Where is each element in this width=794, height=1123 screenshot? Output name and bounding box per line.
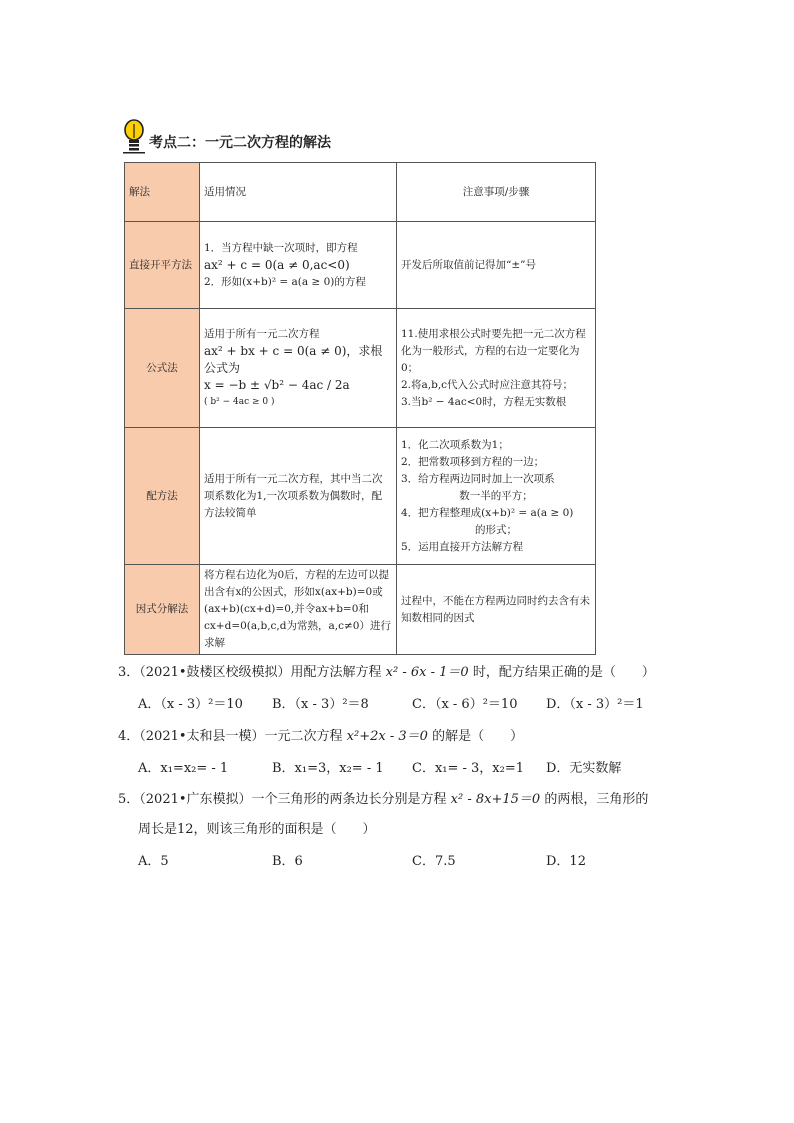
lightbulb-icon — [121, 118, 147, 156]
option-b[interactable]: B．6 — [272, 854, 303, 869]
method-condition — [200, 428, 397, 565]
option-a[interactable]: A．x₁=x₂= - 1 — [138, 761, 229, 776]
method-notes — [397, 565, 596, 655]
condition-line: 2．形如(x+b)² = a(a ≥ 0)的方程 — [204, 275, 366, 288]
question-equation: x²+2x - 3＝0 — [346, 729, 428, 744]
method-notes — [397, 222, 596, 309]
question-stem-end: 的两根，三角形的 — [544, 792, 649, 807]
question-5-line2: 周长是12，则该三角形的面积是（ ） — [138, 822, 376, 837]
condition-formula: ax² + c = 0(a ≠ 0,ac<0) — [204, 257, 350, 272]
condition-line: 1．当方程中缺一次项时，即方程 — [204, 241, 358, 254]
methods-table — [124, 162, 596, 655]
option-d[interactable]: D．12 — [546, 854, 586, 869]
method-condition — [200, 222, 397, 309]
question-stem-end: 的解是（ ） — [432, 729, 524, 744]
method-name: 公式法 — [125, 309, 200, 428]
discriminant-condition: ( b² − 4ac ≥ 0 ) — [204, 396, 275, 407]
method-notes — [397, 309, 596, 428]
note-line: 过程中，不能在方程两边同时约去含有未知数相同的因式 — [401, 594, 590, 624]
note-line: 5．运用直接开方法解方程 — [401, 540, 524, 553]
option-d[interactable]: D．无实数解 — [546, 761, 622, 776]
header-method: 解法 — [125, 163, 200, 222]
section-title: 考点二：一元二次方程的解法 — [149, 135, 331, 151]
table-row — [125, 428, 596, 565]
question-equation: x² - 6x - 1＝0 — [385, 665, 469, 680]
question-5 — [118, 790, 648, 810]
note-line: 4．把方程整理成(x+b)² = a(a ≥ 0) — [401, 506, 574, 519]
option-b[interactable]: B．（x - 3）²＝8 — [272, 697, 369, 712]
method-notes — [397, 428, 596, 565]
table-row — [125, 565, 596, 655]
note-line: 3.当b² − 4ac<0时，方程无实数根 — [401, 395, 567, 408]
method-name: 直接开平方法 — [125, 222, 200, 309]
method-name: 因式分解法 — [125, 565, 200, 655]
table-row — [125, 309, 596, 428]
option-c[interactable]: C．7.5 — [412, 854, 456, 869]
method-name: 配方法 — [125, 428, 200, 565]
condition-line: 适用于所有一元二次方程 — [204, 327, 320, 340]
option-c[interactable]: C．x₁= - 3，x₂=1 — [412, 761, 525, 776]
header-condition: 适用情况 — [200, 163, 397, 222]
option-c[interactable]: C．（x - 6）²＝10 — [412, 697, 518, 712]
option-a[interactable]: A．（x - 3）²＝10 — [138, 697, 243, 712]
option-b[interactable]: B．x₁=3，x₂= - 1 — [272, 761, 384, 776]
condition-line: 适用于所有一元二次方程，其中当二次项系数化为1,一次项系数为偶数时，配方法较简单 — [204, 472, 383, 519]
note-line: 1．化二次项系数为1； — [401, 438, 509, 451]
note-line: 2．把常数项移到方程的一边； — [401, 455, 545, 468]
table-row — [125, 222, 596, 309]
table-header-row — [125, 163, 596, 222]
note-line: 11.使用求根公式时要先把一元二次方程化为一般形式，方程的右边一定要化为0； — [401, 327, 586, 374]
quadratic-formula: x = −b ± √b² − 4ac / 2a — [204, 377, 350, 392]
note-line: 的形式； — [475, 523, 517, 536]
question-4 — [118, 727, 523, 747]
question-stem: 3．（2021•鼓楼区校级模拟）用配方法解方程 — [118, 665, 382, 680]
note-line: 开发后所取值前记得加“±”号 — [401, 258, 537, 271]
question-stem: 5．（2021•广东模拟）一个三角形的两条边长分别是方程 — [118, 792, 447, 807]
method-condition — [200, 565, 397, 655]
question-stem-end: 时，配方结果正确的是（ ） — [472, 665, 655, 680]
header-notes: 注意事项/步骤 — [397, 163, 596, 222]
condition-formula: ax² + bx + c = 0(a ≠ 0)，求根公式为 — [204, 343, 383, 375]
note-line: 2.将a,b,c代入公式时应注意其符号； — [401, 378, 574, 391]
note-line: 3．给方程两边同时加上一次项系 — [401, 472, 555, 485]
method-condition — [200, 309, 397, 428]
question-stem: 4．（2021•太和县一模）一元二次方程 — [118, 729, 343, 744]
section-heading — [121, 116, 331, 156]
question-3 — [118, 663, 655, 683]
option-d[interactable]: D．（x - 3）²＝1 — [546, 697, 644, 712]
note-line: 数一半的平方； — [459, 489, 533, 502]
option-a[interactable]: A．5 — [138, 854, 169, 869]
question-equation: x² - 8x+15＝0 — [450, 792, 541, 807]
condition-line: 将方程右边化为0后，方程的左边可以提出含有x的公因式，形如x(ax+b)=0或(ax+b)(cx+d)=0,并令ax+b=0和cx+d=0(a,b,c,d为常熟，a,c≠0）进行求解 — [204, 569, 391, 649]
